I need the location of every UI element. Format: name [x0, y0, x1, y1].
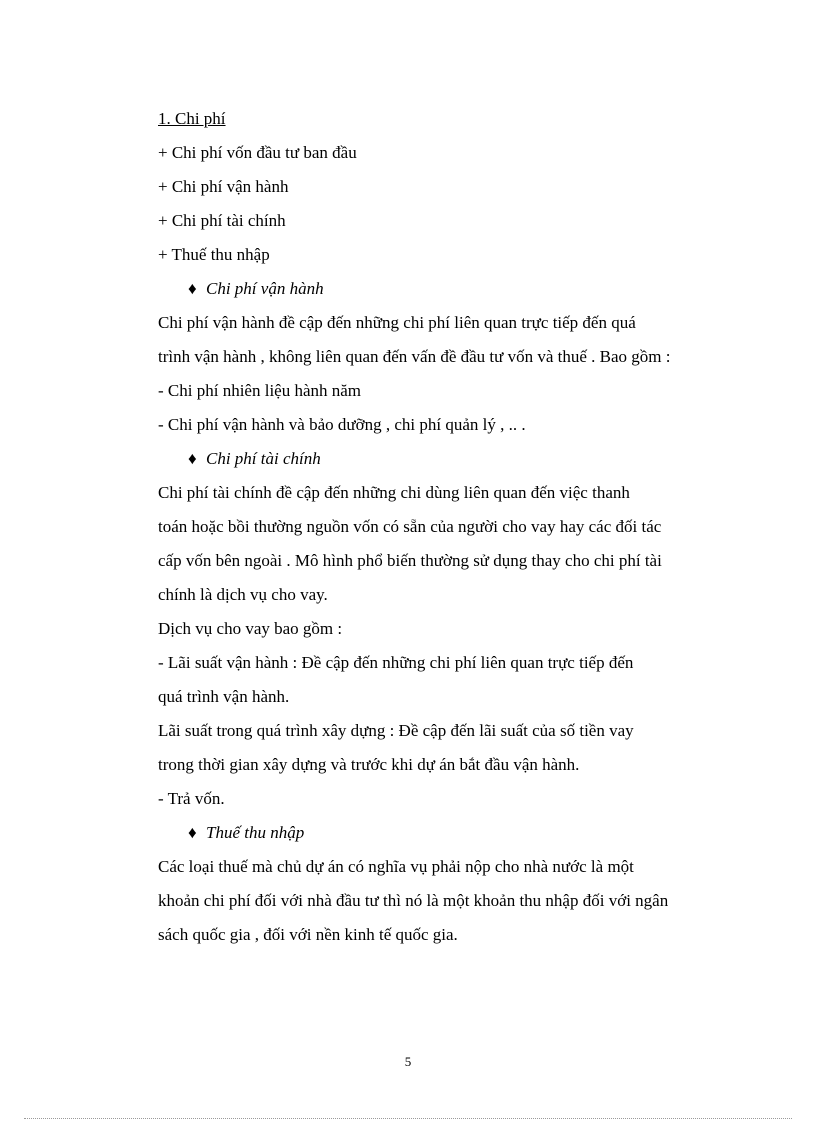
cost-item-capital: + Chi phí vốn đầu tư ban đầu [158, 143, 357, 162]
subheading-financial-label: Chi phí tài chính [206, 449, 321, 468]
page-number: 5 [404, 1054, 412, 1069]
section-heading: 1. Chi phí [158, 109, 226, 128]
repayment-item: - Trả vốn. [158, 789, 225, 808]
cost-item-operating: + Chi phí vận hành [158, 177, 289, 196]
loan-services-intro: Dịch vụ cho vay bao gồm : [158, 619, 343, 638]
construction-interest-line: Lãi suất trong quá trình xây dựng : Đề cập đến lãi suất của số tiền vay [158, 721, 634, 740]
operating-interest-line: quá trình vận hành. [158, 687, 290, 706]
financial-paragraph-line: toán hoặc bồi thường nguồn vốn có sẵn của người cho vay hay các đối tác [158, 517, 662, 536]
diamond-bullet-icon: ♦ [188, 279, 197, 298]
financial-paragraph-line: chính là dịch vụ cho vay. [158, 585, 328, 604]
income-tax-paragraph-line: Các loại thuế mà chủ dự án có nghĩa vụ phải nộp cho nhà nước là một [158, 857, 634, 876]
cost-item-income-tax: + Thuế thu nhập [158, 245, 270, 264]
diamond-bullet-icon: ♦ [188, 449, 197, 468]
diamond-bullet-icon: ♦ [188, 823, 197, 842]
financial-paragraph-line: Chi phí tài chính đề cập đến những chi dùng liên quan đến việc thanh [158, 483, 630, 502]
operating-interest-line: - Lãi suất vận hành : Đề cập đến những chi phí liên quan trực tiếp đến [158, 653, 634, 672]
subheading-income-tax [158, 816, 698, 850]
subheading-operating [158, 272, 698, 306]
operating-list-item: - Chi phí nhiên liệu hành năm [158, 381, 362, 400]
footer-dotted-rule [24, 1118, 792, 1119]
subheading-operating-label: Chi phí vận hành [206, 279, 324, 298]
document-body [158, 102, 698, 952]
financial-paragraph-line: cấp vốn bên ngoài . Mô hình phổ biến thường sử dụng thay cho chi phí tài [158, 551, 662, 570]
operating-list-item: - Chi phí vận hành và bảo dưỡng , chi phí quản lý , .. . [158, 415, 526, 434]
subheading-financial [158, 442, 698, 476]
income-tax-paragraph-line: sách quốc gia , đối với nền kinh tế quốc gia. [158, 925, 458, 944]
income-tax-paragraph-line: khoản chi phí đối với nhà đầu tư thì nó là một khoản thu nhập đối với ngân [158, 891, 669, 910]
operating-paragraph-line: trình vận hành , không liên quan đến vấn đề đầu tư vốn và thuế . Bao gồm : [158, 347, 671, 366]
construction-interest-line: trong thời gian xây dựng và trước khi dự án bắt đầu vận hành. [158, 755, 580, 774]
subheading-income-tax-label: Thuế thu nhập [206, 823, 305, 842]
cost-item-financial: + Chi phí tài chính [158, 211, 286, 230]
operating-paragraph-line: Chi phí vận hành đề cập đến những chi phí liên quan trực tiếp đến quá [158, 313, 636, 332]
